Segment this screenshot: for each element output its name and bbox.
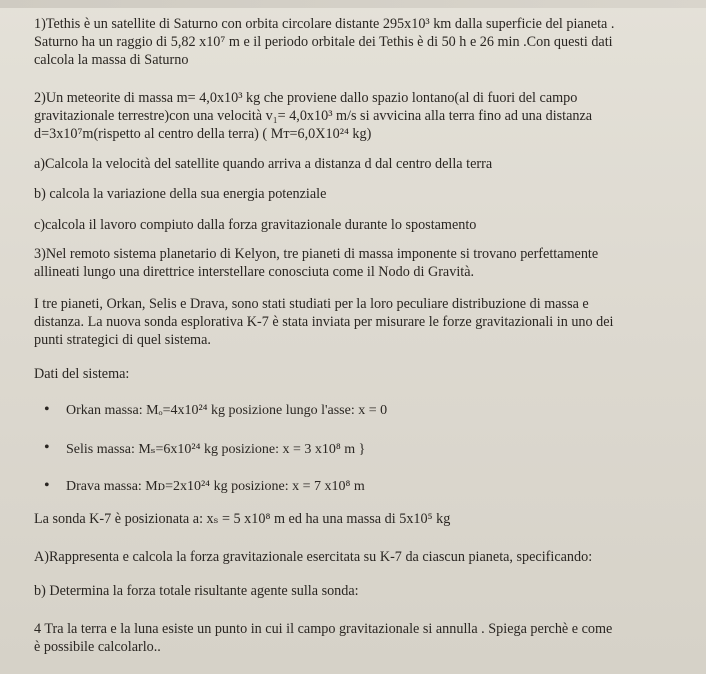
problem3-part-b: b) Determina la forza totale risultante agente sulla sonda: — [34, 583, 359, 599]
orkan-data: • Orkan massa: Mₒ=4x10²⁴ kg posizione lungo l'asse: x = 0 — [66, 403, 388, 418]
problem3-intro-line1: I tre pianeti, Orkan, Selis e Drava, sono stati studiati per la loro peculiare distribuzione di massa e — [34, 296, 589, 312]
problem2-line3: d=3x10⁷m(rispetto al centro della terra) ( Mᴛ=6,0X10²⁴ kg) — [34, 126, 372, 142]
problem3-intro-line2: distanza. La nuova sonda esplorativa K-7 è stata inviata per misurare le forze gravitazionali in uno dei — [34, 314, 614, 330]
selis-data: • Selis massa: Mₛ=6x10²⁴ kg posizione: x = 3 x10⁸ m } — [66, 441, 366, 457]
problem4-line1: 4 Tra la terra e la luna esiste un punto in cui il campo gravitazionale si annulla . Spiega perchè e come — [34, 621, 613, 637]
system-data-list — [44, 392, 387, 506]
problem2-part-b: b) calcola la variazione della sua energia potenziale — [34, 186, 327, 202]
problem2-part-c: c)calcola il lavoro compiuto dalla forza gravitazionale durante lo spostamento — [34, 217, 477, 233]
problem2-part-a: a)Calcola la velocità del satellite quando arriva a distanza d dal centro della terra — [34, 156, 493, 172]
probe-position: La sonda K-7 è posizionata a: xₛ = 5 x10⁸ m ed ha una massa di 5x10⁵ kg — [34, 511, 451, 527]
page-top-edge — [0, 0, 706, 8]
data-title: Dati del sistema: — [34, 366, 130, 382]
list-item — [44, 468, 387, 506]
list-item — [44, 392, 387, 430]
problem1-line2: Saturno ha un raggio di 5,82 x10⁷ m e il periodo orbitale dei Tethis è di 50 h e 26 min .Con questi dati — [34, 34, 613, 50]
problem1-line3: calcola la massa di Saturno — [34, 52, 189, 68]
problem3-part-A: A)Rappresenta e calcola la forza gravitazionale esercitata su K-7 da ciascun pianeta, specificando: — [34, 549, 593, 565]
problem4-line2: è possibile calcolarlo.. — [34, 639, 161, 655]
drava-data: • Drava massa: Mᴅ=2x10²⁴ kg posizione: x = 7 x10⁸ m — [66, 479, 365, 494]
problem2-line2: gravitazionale terrestre)con una velocità v₁= 4,0x10³ m/s si avvicina alla terra fino ad una distanza — [34, 108, 593, 124]
problem1-line1: 1)Tethis è un satellite di Saturno con orbita circolare distante 295x10³ km dalla superficie del pianeta . — [34, 16, 615, 32]
problem3-intro-line3: punti strategici di quel sistema. — [34, 332, 211, 348]
list-item — [44, 430, 387, 468]
problem3-line1: 3)Nel remoto sistema planetario di Kelyon, tre pianeti di massa imponente si trovano perfettamente — [34, 246, 599, 262]
problem3-line2: allineati lungo una direttrice interstellare conosciuta come il Nodo di Gravità. — [34, 264, 475, 280]
problem2-line1: 2)Un meteorite di massa m= 4,0x10³ kg che proviene dallo spazio lontano(al di fuori del campo — [34, 90, 578, 106]
